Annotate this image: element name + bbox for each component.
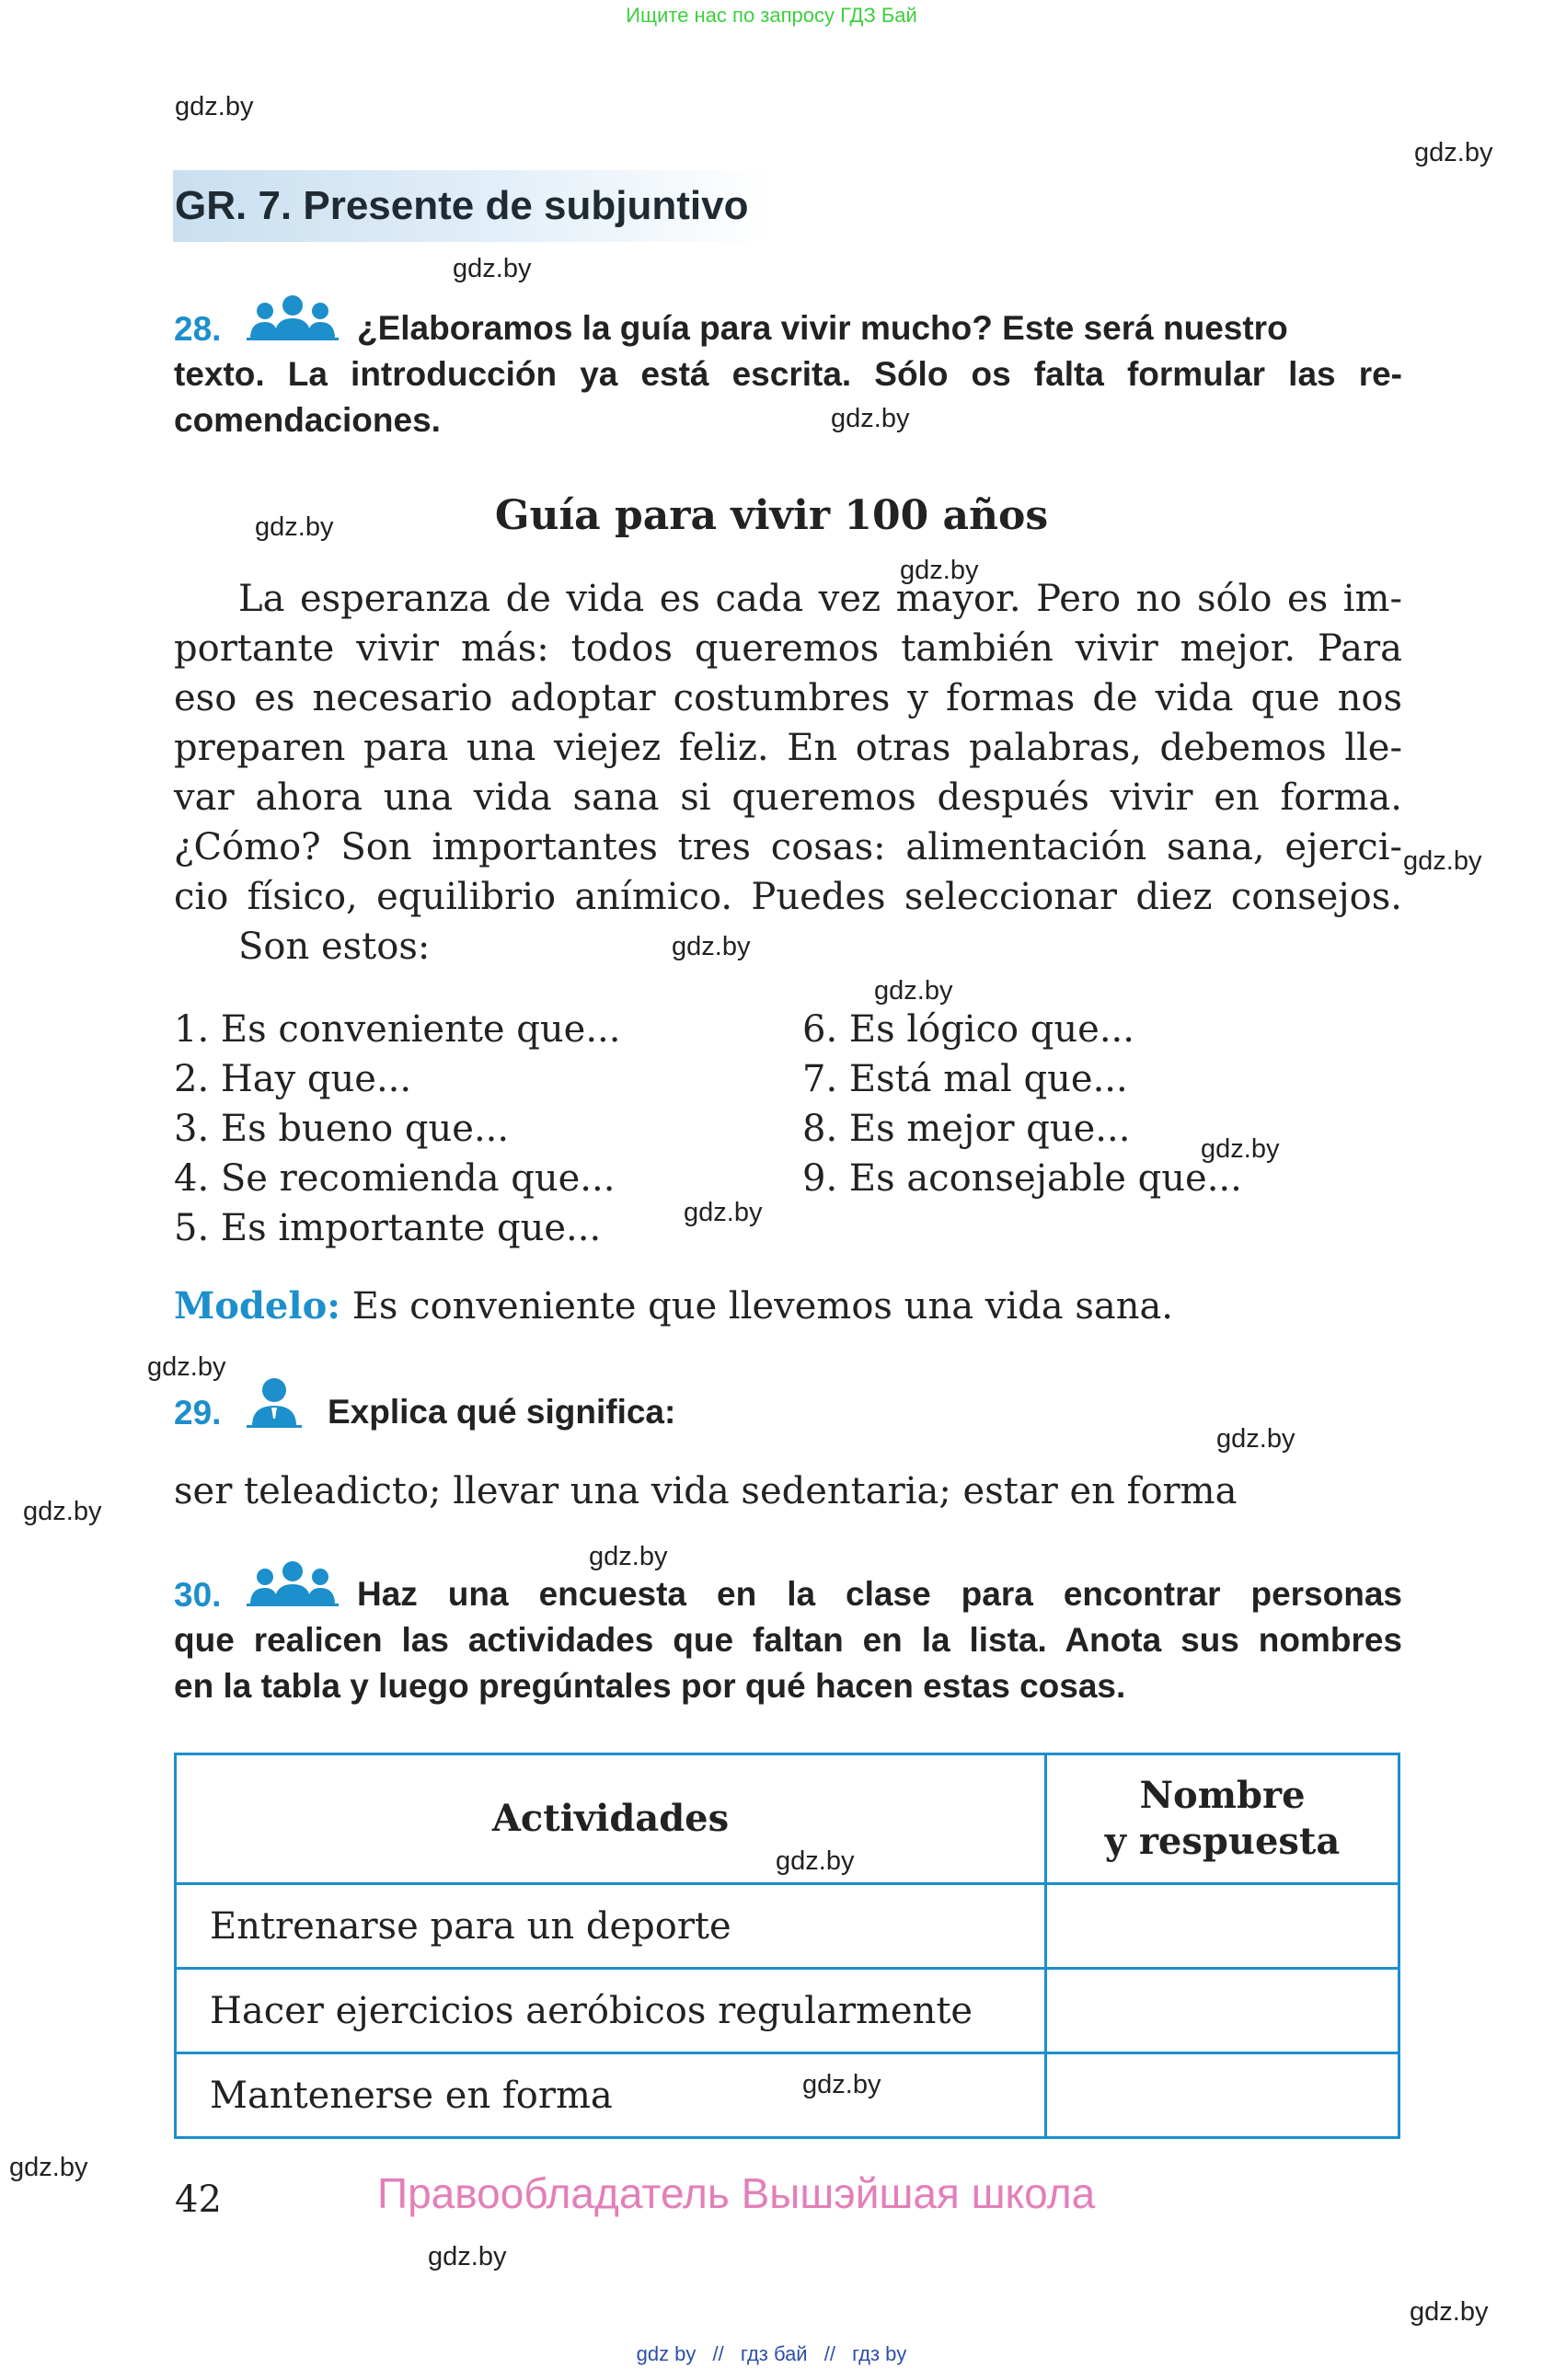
person-icon xyxy=(247,1376,302,1428)
header-line: Nombre xyxy=(1139,1774,1306,1817)
exercise-29-text: ser teleadicto; llevar una vida sedentaria; estar en forma xyxy=(174,1470,1238,1512)
table-row xyxy=(176,2053,1399,2138)
page-number: 42 xyxy=(175,2179,222,2221)
list-item: 3. Es bueno que... xyxy=(174,1108,510,1150)
table-row xyxy=(176,1969,1399,2053)
watermark: gdz.by xyxy=(1201,1134,1280,1164)
guide-paragraph-line: La esperanza de vida es cada vez mayor. Pero no sólo es im- xyxy=(238,578,1402,620)
link-gdz-by-cyr[interactable]: гдз by xyxy=(852,2342,907,2365)
watermark: gdz.by xyxy=(589,1542,668,1571)
watermark: gdz.by xyxy=(175,92,254,121)
list-item: 4. Se recomienda que... xyxy=(174,1157,616,1200)
list-item: 9. Es aconsejable que... xyxy=(802,1157,1242,1200)
section-title: GR. 7. Presente de subjuntivo xyxy=(173,170,771,242)
guide-paragraph-line: eso es necesario adoptar costumbres y formas de vida que nos xyxy=(174,677,1402,719)
exercise-30-number: 30. xyxy=(174,1576,222,1614)
exercise-28-line-3: comendaciones. xyxy=(174,401,441,439)
table-header-nombre xyxy=(1046,1754,1399,1884)
watermark: gdz.by xyxy=(1403,846,1482,876)
guide-paragraph-line: ¿Cómo? Son importantes tres cosas: alimentación sana, ejerci- xyxy=(174,826,1402,868)
link-gdz-by[interactable]: gdz by xyxy=(636,2342,697,2365)
guide-paragraph-line: portante vivir más: todos queremos también vivir mejor. Para xyxy=(174,627,1402,670)
table-header-actividades: Actividades xyxy=(176,1754,1046,1884)
top-banner[interactable]: Ищите нас по запросу ГДЗ Бай xyxy=(626,4,917,27)
answer-cell[interactable] xyxy=(1046,1884,1399,1969)
watermark: gdz.by xyxy=(147,1352,226,1382)
answer-cell[interactable] xyxy=(1046,1969,1399,2053)
guide-paragraph-line: preparen para una viejez feliz. En otras palabras, debemos lle- xyxy=(174,727,1402,769)
table-row xyxy=(176,1884,1399,1969)
exercise-28-number: 28. xyxy=(174,310,222,348)
watermark: gdz.by xyxy=(428,2242,507,2271)
watermark: gdz.by xyxy=(684,1198,763,1227)
activity-cell: Entrenarse para un deporte xyxy=(176,1884,1046,1969)
exercise-30-line-2: que realicen las actividades que faltan en la lista. Anota sus nombres xyxy=(174,1621,1402,1659)
list-item: 2. Hay que... xyxy=(174,1058,412,1100)
group-icon xyxy=(247,1558,339,1606)
watermark: gdz.by xyxy=(1410,2297,1489,2327)
guide-paragraph-line: Son estos: xyxy=(238,926,431,968)
watermark: gdz.by xyxy=(831,404,910,433)
watermark: gdz.by xyxy=(672,932,751,961)
modelo-line xyxy=(174,1284,1173,1328)
header-line: y respuesta xyxy=(1104,1820,1341,1863)
answer-cell[interactable] xyxy=(1046,2053,1399,2138)
exercise-29-title: Explica qué significa: xyxy=(328,1393,676,1431)
activity-cell: Hacer ejercicios aeróbicos regularmente xyxy=(176,1969,1046,2053)
activity-cell: Mantenerse en forma xyxy=(176,2053,1046,2138)
guide-paragraph-line: cio físico, equilibrio anímico. Puedes seleccionar diez consejos. xyxy=(174,876,1402,918)
watermark: gdz.by xyxy=(776,1846,855,1876)
group-icon xyxy=(247,293,339,340)
watermark: gdz.by xyxy=(255,512,334,542)
watermark: gdz.by xyxy=(1414,138,1493,167)
watermark: gdz.by xyxy=(23,1497,102,1526)
list-item: 5. Es importante que... xyxy=(174,1207,602,1249)
exercise-28-line-2: texto. La introducción ya está escrita. Sólo os falta formular las re- xyxy=(174,355,1402,393)
watermark: gdz.by xyxy=(900,556,979,585)
list-item: 7. Está mal que... xyxy=(802,1058,1128,1100)
link-gdz-bai[interactable]: гдз бай xyxy=(740,2342,808,2365)
watermark: gdz.by xyxy=(9,2153,88,2182)
watermark: gdz.by xyxy=(1216,1424,1295,1454)
link-separator: // xyxy=(712,2342,724,2365)
guide-paragraph-line: var ahora una vida sana si queremos después vivir en forma. xyxy=(174,776,1402,819)
list-item: 8. Es mejor que... xyxy=(802,1108,1131,1150)
list-item: 1. Es conveniente que... xyxy=(174,1008,621,1051)
exercise-28-line-1: ¿Elaboramos la guía para vivir mucho? Este será nuestro xyxy=(357,309,1288,347)
watermark: gdz.by xyxy=(802,2070,881,2099)
link-separator: // xyxy=(823,2342,835,2365)
exercise-30-line-1: Haz una encuesta en la clase para encontrar personas xyxy=(357,1575,1402,1613)
watermark: gdz.by xyxy=(453,254,532,283)
table-header-row xyxy=(176,1754,1399,1884)
guide-title: Guía para vivir 100 años xyxy=(494,492,1049,539)
list-item: 6. Es lógico que... xyxy=(802,1008,1134,1051)
rights-holder: Правообладатель Вышэйшая школа xyxy=(377,2169,1096,2217)
bottom-links xyxy=(0,2342,1543,2366)
modelo-label: Modelo: xyxy=(174,1284,341,1328)
watermark: gdz.by xyxy=(874,976,953,1006)
exercise-29-number: 29. xyxy=(174,1394,222,1431)
exercise-30-line-3: en la tabla y luego pregúntales por qué hacen estas cosas. xyxy=(174,1667,1126,1705)
modelo-text: Es conveniente que llevemos una vida sana. xyxy=(351,1285,1174,1328)
activities-table xyxy=(174,1753,1400,2139)
